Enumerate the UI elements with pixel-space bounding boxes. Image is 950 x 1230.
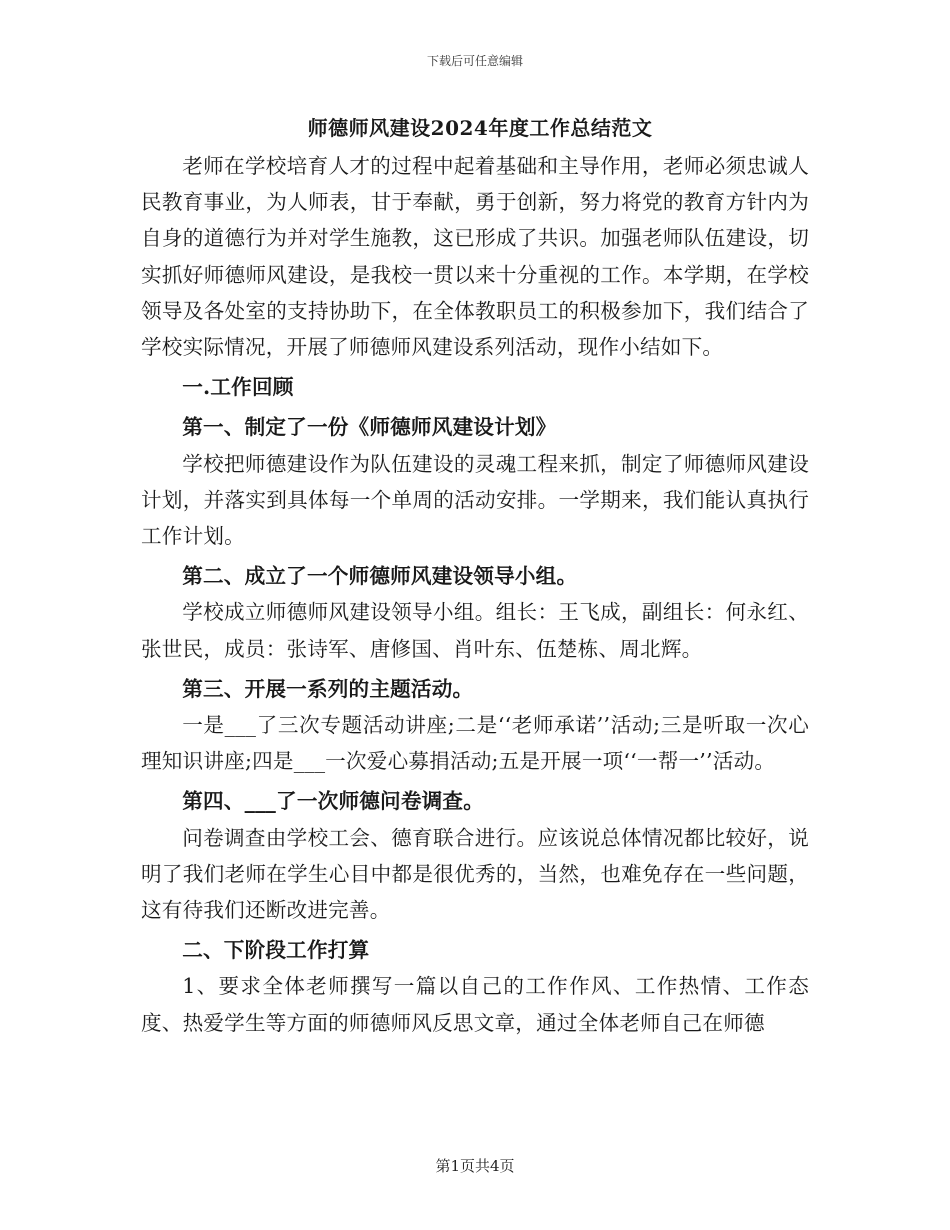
page-indicator: 第1页共4页 bbox=[435, 1157, 515, 1175]
document-title: 师德师风建设2024年度工作总结范文 bbox=[307, 116, 653, 140]
item-body-4: 问卷调查由学校工会、德育联合进行。应该说总体情况都比较好，说明了我们老师在学生心目中都是很优秀的，当然，也难免存在一些问题，这有待我们还断改进完善。 bbox=[141, 825, 809, 923]
item-heading-1: 第一、制定了一份《师德师风建设计划》 bbox=[182, 415, 557, 440]
intro-paragraph: 老师在学校培育人才的过程中起着基础和主导作用，老师必须忠诚人民教育事业，为人师表，甘于奉献，勇于创新，努力将党的教育方针内为自身的道德行为并对学生施教，这已形成了共识。加强老师队伍建设，切实抓好师德师风建设，是我校一贯以来十分重视的工作。本学期，在学校领导及各处室的支持协助下，在全体教职员工的积极参加下，我们结合了学校实际情况，开展了师德师风建设系列活动，现作小结如下。 bbox=[141, 154, 809, 360]
item-body-1: 学校把师德建设作为队伍建设的灵魂工程来抓，制定了师德师风建设计划，并落实到具体每一个单周的活动安排。一学期来，我们能认真执行工作计划。 bbox=[141, 451, 809, 549]
plan-body-1: 1、要求全体老师撰写一篇以自己的工作作风、工作热情、工作态度、热爱学生等方面的师德师风反思文章，通过全体老师自己在师德 bbox=[141, 974, 809, 1035]
item-heading-4: 第四、___了一次师德问卷调查。 bbox=[182, 789, 484, 814]
section-heading-review: 一.工作回顾 bbox=[182, 375, 294, 400]
section-heading-plan: 二、下阶段工作打算 bbox=[182, 938, 370, 963]
item-body-3: 一是___了三次专题活动讲座;二是‘‘老师承诺’’活动;三是听取一次心理知识讲座;四是___一次爱心募捐活动;五是开展一项‘‘一帮一’’活动。 bbox=[141, 713, 809, 774]
item-heading-3: 第三、开展一系列的主题活动。 bbox=[182, 676, 474, 701]
item-heading-2: 第二、成立了一个师德师风建设领导小组。 bbox=[182, 564, 578, 589]
item-body-2: 学校成立师德师风建设领导小组。组长：王飞成，副组长：何永红、张世民，成员：张诗军、唐修国、肖叶东、伍楚栋、周北辉。 bbox=[141, 600, 809, 661]
document-body bbox=[141, 108, 809, 1041]
header-note: 下载后可任意编辑 bbox=[426, 54, 523, 68]
